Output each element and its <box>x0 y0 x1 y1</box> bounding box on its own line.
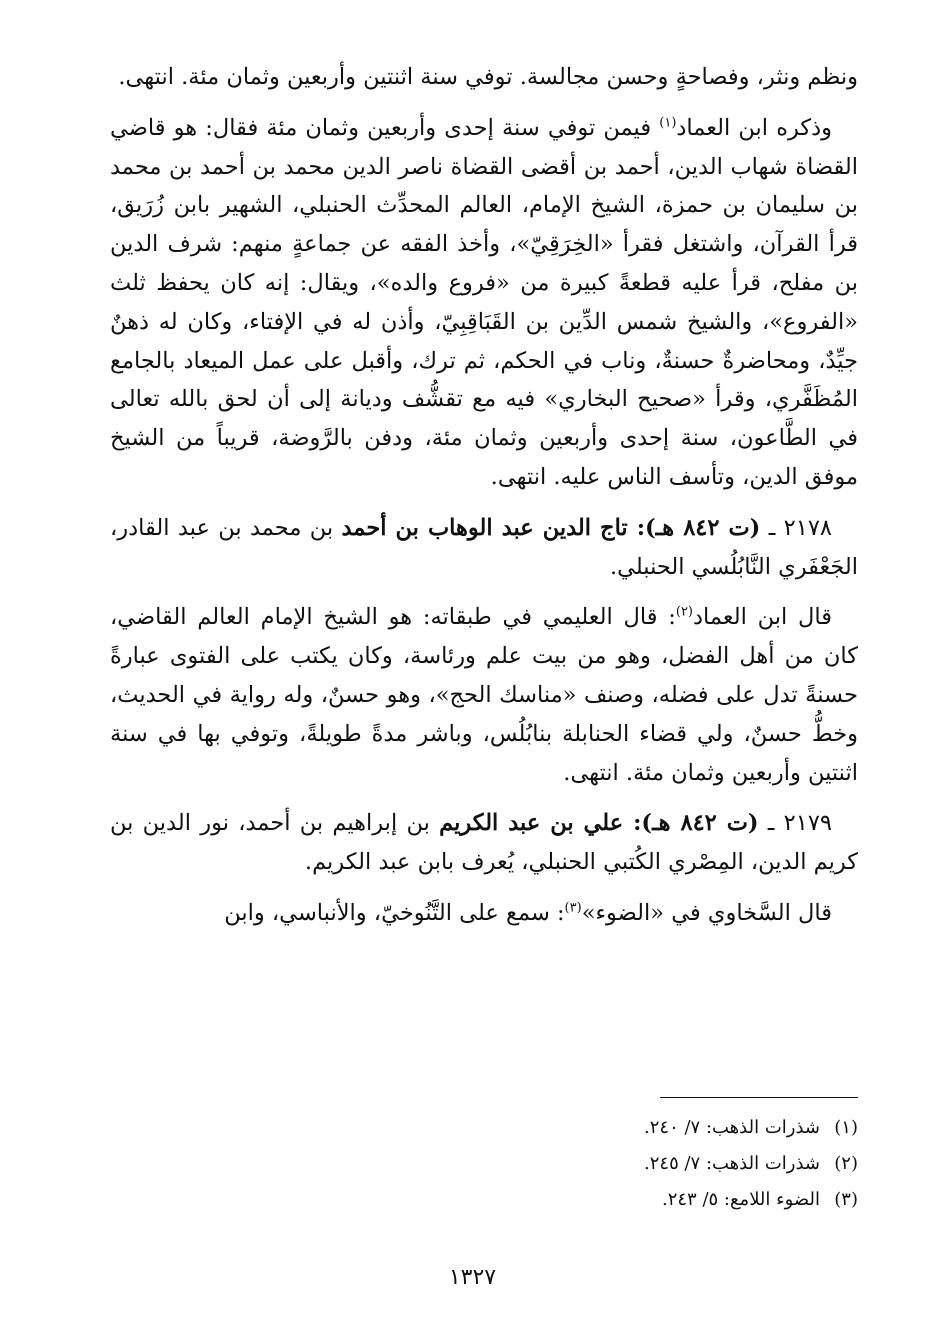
footnote-ref[interactable]: (١) <box>659 115 677 131</box>
footnote-text: شذرات الذهب: ٧/ ٢٤٠. <box>644 1117 820 1138</box>
paragraph-text: وذكره ابن العماد <box>676 114 832 141</box>
paragraph <box>110 109 858 497</box>
entry-number: ٢١٧٨ ـ <box>760 514 832 541</box>
footnote <box>300 1146 858 1182</box>
footnote <box>300 1110 858 1146</box>
paragraph-text: فيمن توفي سنة إحدى وأربعين وثمان مئة فقال: هو قاضي القضاة شهاب الدين، أحمد بن أقضى القضاة ناصر الدين محمد بن أحمد بن محمد بن سليمان بن حمزة، الشيخ الإمام، العالم المحدِّث الحنبلي، الشهير بابن زُرَيق، قرأ القرآن، واشتغل فقرأ «الخِرَقِيّ»، وأخذ الفقه عن جماعةٍ منهم: شرف الدين بن مفلح، قرأ عليه قطعةً كبيرة من «فروع والده»، ويقال: إنه كان يحفظ ثلث «الفروع»، والشيخ شمس الدِّين بن القَبَاقِبِيّ، وأذن له في الإفتاء، وكان له ذهنٌ جيِّدٌ، ومحاضرةٌ حسنةٌ، وناب في الحكم، ثم ترك، وأقبل على عمل الميعاد بالجامع المُظَفَّري، وقرأ «صحيح البخاري» فيه مع تقشُّف وديانة إلى أن لحق بالله تعالى في الطَّاعون، سنة إحدى وأربعين وثمان مئة، ودفن بالرَّوضة، قريباً من الشيخ موفق الدين، وتأسف الناس عليه. انتهى. <box>110 114 858 490</box>
footnote-number: (٢) <box>834 1153 858 1174</box>
entry-heading: (ت ٨٤٢ هـ): تاج الدين عبد الوهاب بن أحمد <box>341 514 761 541</box>
entry-number: ٢١٧٩ ـ <box>758 810 832 837</box>
footnote-text: الضوء اللامع: ٥/ ٢٤٣. <box>661 1189 820 1210</box>
page-number: ١٣٢٧ <box>448 1265 497 1290</box>
biography-entry <box>110 509 858 587</box>
footnote-separator <box>660 1097 858 1098</box>
paragraph-text: ونظم ونثر، وفصاحةٍ وحسن مجالسة. توفي سنة اثنتين وأربعين وثمان مئة. انتهى. <box>118 64 858 90</box>
footnote-number: (٣) <box>834 1189 858 1210</box>
footnote-text: شذرات الذهب: ٧/ ٢٤٥. <box>644 1153 820 1174</box>
entry-heading: (ت ٨٤٢ هـ): علي بن عبد الكريم <box>439 810 759 837</box>
paragraph <box>110 58 858 97</box>
paragraph-text: قال السَّخاوي في «الضوء» <box>581 899 832 926</box>
footnotes <box>300 1110 858 1218</box>
biography-entry <box>110 804 858 882</box>
paragraph <box>110 894 858 933</box>
main-text <box>110 58 858 933</box>
paragraph-text: : قال العليمي في طبقاته: هو الشيخ الإمام العالم القاضي، كان من أهل الفضل، وهو من بيت علم ورئاسة، وكان يكتب على الفتوى عبارةً حسنةً تدل على فضله، وصنف «مناسك الحج»، وهو حسنٌ، وله رواية في الحديث، وخطُّ حسنٌ، ولي قضاء الحنابلة بنابُلُس، وباشر مدةً طويلةً، وتوفي بها في سنة اثنتين وأربعين وثمان مئة. انتهى. <box>110 604 858 786</box>
paragraph <box>110 598 858 792</box>
entry-text: بن إبراهيم بن أحمد، نور الدين بن كريم الدين، المِصْري الكُتبي الحنبلي، يُعرف بابن عبد الكريم. <box>110 810 858 876</box>
footnote-ref[interactable]: (٢) <box>675 604 693 620</box>
paragraph-text: قال ابن العماد <box>693 604 832 631</box>
paragraph-text: : سمع على التَّنُوخيّ، والأنباسي، وابن <box>224 899 565 926</box>
footnote <box>300 1182 858 1218</box>
footnote-ref[interactable]: (٣) <box>564 900 582 916</box>
footnote-number: (١) <box>834 1117 858 1138</box>
entry-text: بن محمد بن عبد القادر، الجَعْفَري النَّابُلُسي الحنبلي. <box>110 514 858 580</box>
